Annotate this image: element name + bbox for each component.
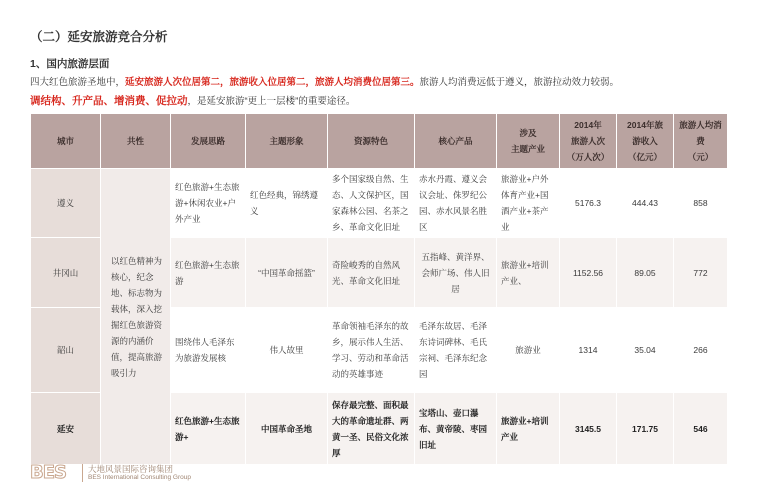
header-revenue: 2014年旅 游收入 （亿元） — [617, 114, 674, 169]
header-theme: 主题形象 — [246, 114, 328, 169]
comparison-table — [30, 113, 728, 465]
visitors-cell: 1152.56 — [560, 238, 617, 308]
per-capita-cell: 772 — [674, 238, 728, 308]
per-capita-cell: 546 — [674, 393, 728, 465]
industry-cell: 旅游业+培训产业 — [497, 393, 560, 465]
revenue-cell: 444.43 — [617, 169, 674, 238]
industry-cell: 旅游业 — [497, 308, 560, 393]
visitors-cell: 5176.3 — [560, 169, 617, 238]
resource-cell: 奇险峻秀的自然风光、革命文化旧址 — [328, 238, 415, 308]
city-cell: 井冈山 — [31, 238, 101, 308]
header-industry: 涉及 主题产业 — [497, 114, 560, 169]
city-cell: 韶山 — [31, 308, 101, 393]
header-resource: 资源特色 — [328, 114, 415, 169]
approach-cell: 红色旅游+生态旅游 — [171, 238, 246, 308]
revenue-cell: 35.04 — [617, 308, 674, 393]
section-title: （二）延安旅游竞合分析 — [30, 30, 168, 44]
summary-intro: 四大红色旅游圣地中， — [30, 77, 126, 88]
approach-cell: 围绕伟人毛泽东为旅游发展核 — [171, 308, 246, 393]
subsection-title: 1、国内旅游层面 — [30, 58, 110, 70]
per-capita-cell: 858 — [674, 169, 728, 238]
bes-logo: BES — [30, 462, 66, 483]
product-cell: 宝塔山、壶口瀑布、黄帝陵、枣园旧址 — [415, 393, 497, 465]
strategy-paragraph — [30, 93, 355, 108]
strategy-tail: ，是延安旅游“更上一层楼”的重要途径。 — [187, 96, 356, 107]
summary-tail: 旅游人均消费远低于遵义，旅游拉动效力较弱。 — [419, 77, 620, 88]
product-cell: 五指峰、黄洋界、会师广场、伟人旧居 — [415, 238, 497, 308]
product-cell: 毛泽东故居、毛泽东诗词碑林、毛氏宗祠、毛泽东纪念园 — [415, 308, 497, 393]
strategy-highlight: 调结构、升产品、增消费、促拉动 — [30, 95, 188, 107]
visitors-cell: 3145.5 — [560, 393, 617, 465]
approach-cell: 红色旅游+生态旅游+休闲农业+户外产业 — [171, 169, 246, 238]
theme-cell: 伟人故里 — [246, 308, 328, 393]
resource-cell: 革命领袖毛泽东的故乡，展示伟人生活、学习、劳动和革命活动的英雄事迹 — [328, 308, 415, 393]
per-capita-cell: 266 — [674, 308, 728, 393]
theme-cell: 红色经典，锦绣遵义 — [246, 169, 328, 238]
header-common: 共性 — [101, 114, 171, 169]
theme-cell: 中国革命圣地 — [246, 393, 328, 465]
approach-cell: 红色旅游+生态旅游+ — [171, 393, 246, 465]
visitors-cell: 1314 — [560, 308, 617, 393]
summary-highlight: 延安旅游人次位居第二，旅游收入位居第二，旅游人均消费位居第三。 — [125, 77, 420, 88]
theme-cell: “中国革命摇篮” — [246, 238, 328, 308]
header-approach: 发展思路 — [171, 114, 246, 169]
header-per-capita: 旅游人均消 费 （元） — [674, 114, 728, 169]
table-header-row — [31, 114, 728, 169]
common-cell: 以红色精神为核心，纪念地、标志物为载体，深入挖掘红色旅游资源的内涵价值，提高旅游吸引力 — [101, 169, 171, 465]
revenue-cell: 171.75 — [617, 393, 674, 465]
product-cell: 赤水丹霞、遵义会议会址、侏罗纪公园、赤水风景名胜区 — [415, 169, 497, 238]
table-row — [31, 169, 728, 238]
city-cell: 遵义 — [31, 169, 101, 238]
logo-divider — [82, 464, 83, 482]
header-product: 核心产品 — [415, 114, 497, 169]
summary-paragraph — [30, 74, 619, 88]
city-cell: 延安 — [31, 393, 101, 465]
header-city: 城市 — [31, 114, 101, 169]
resource-cell: 保存最完整、面积最大的革命遗址群、两黄一圣、民俗文化浓厚 — [328, 393, 415, 465]
company-name-en: BES International Consulting Group — [88, 474, 191, 481]
resource-cell: 多个国家级自然、生态、人文保护区，国家森林公园、名茶之乡、革命文化旧址 — [328, 169, 415, 238]
industry-cell: 旅游业+培训产业、 — [497, 238, 560, 308]
revenue-cell: 89.05 — [617, 238, 674, 308]
header-visitors: 2014年 旅游人次 （万人次） — [560, 114, 617, 169]
company-name-cn: 大地风景国际咨询集团 — [88, 464, 174, 474]
industry-cell: 旅游业+户外体育产业+国酒产业+茶产业 — [497, 169, 560, 238]
